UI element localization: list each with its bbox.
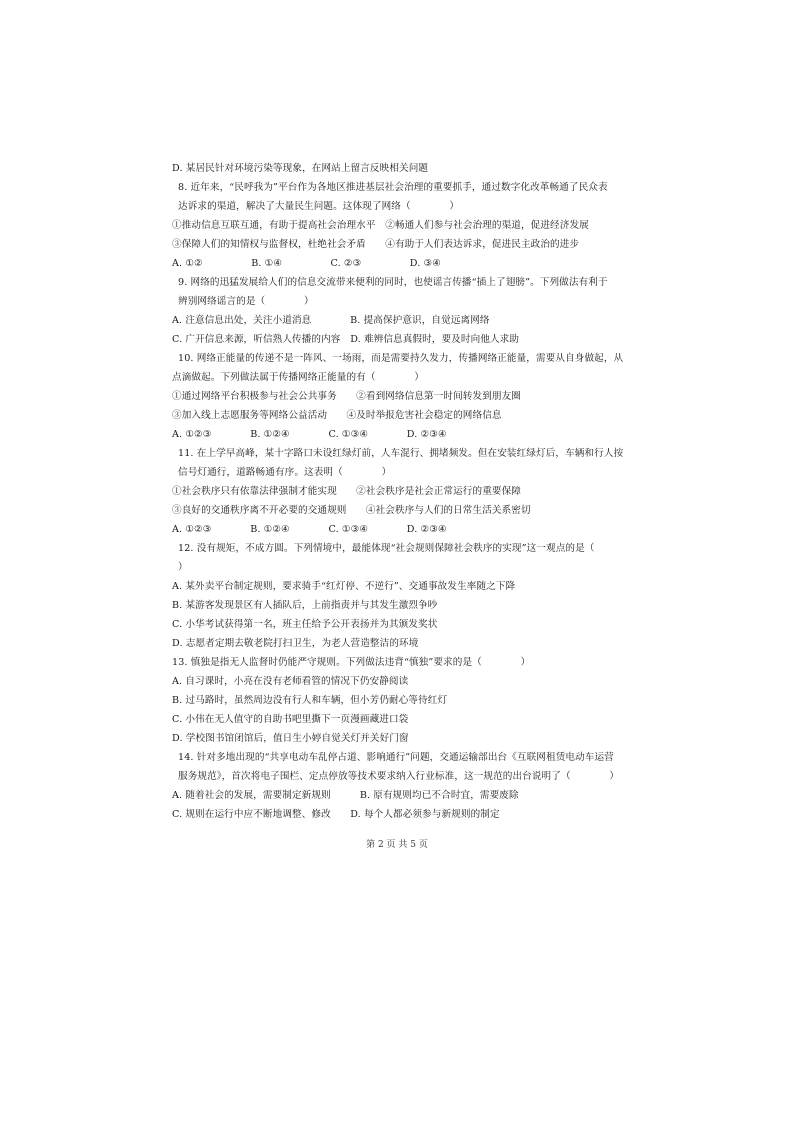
statement-line: ③加入线上志愿服务等网络公益活动 ④及时举报危害社会稳定的网络信息: [172, 410, 502, 421]
answer-options: A. ①②③ B. ①②④ C. ①③④ D. ②③④: [172, 429, 447, 440]
question-12-stem: ）: [178, 562, 188, 573]
option-line: C. 广开信息来源，听信熟人传播的内容 D. 难辨信息真假时，要及时向他人求助: [172, 334, 520, 345]
option-line: A. 注意信息出处，关注小道消息 B. 提高保护意识，自觉远离网络: [172, 315, 490, 326]
question-14-stem: 14. 针对多地出现的“共享电动车乱停占道、影响通行”问题，交通运输部出台《互联网租赁电动车运营: [178, 752, 614, 763]
question-13-stem: 13. 慎独是指无人监督时仍能严守规则。下列做法违背“慎独”要求的是（ ）: [172, 657, 531, 668]
statement-line: ①社会秩序只有依靠法律强制才能实现 ②社会秩序是社会正常运行的重要保障: [172, 486, 521, 497]
statement-line: ③保障人们的知情权与监督权，杜绝社会矛盾 ④有助于人们表达诉求，促进民主政治的进步: [172, 239, 580, 250]
option-line: D. 志愿者定期去敬老院打扫卫生，为老人营造整洁的环境: [172, 638, 419, 649]
option-line: C. 小华考试获得第一名，班主任给予公开表扬并为其颁发奖状: [172, 619, 438, 630]
answer-options: A. ①② B. ①④ C. ②③ D. ③④: [172, 258, 441, 269]
option-line: B. 某游客发现景区有人插队后，上前指责并与其发生激烈争吵: [172, 600, 438, 611]
option-line: D. 某居民针对环境污染等现象，在网站上留言反映相关问题: [172, 163, 429, 174]
question-11-stem: 信号灯通行，道路畅通有序。这表明（ ）: [178, 467, 392, 478]
statement-line: ①推动信息互联互通，有助于提高社会治理水平 ②畅通人们参与社会治理的渠道，促进经济发展: [172, 220, 589, 231]
question-10-stem: 10. 网络正能量的传递不是一阵风、一场雨，而是需要持久发力，传播网络正能量，需要从自身做起，从: [178, 353, 624, 364]
question-8-stem: 达诉求的渠道，解决了大量民生问题。这体现了网络（ ）: [178, 201, 460, 212]
question-8-stem: 8. 近年来，“民呼我为”平台作为各地区推进基层社会治理的重要抓手，通过数字化改革畅通了民众表: [178, 182, 608, 193]
question-9-stem: 9. 网络的迅猛发展给人们的信息交流带来便利的同时，也使谣言传播“插上了翅膀”。下列做法有利于: [178, 277, 608, 288]
question-14-stem: 服务规范》，首次将电子围栏、定点停放等技术要求纳入行业标准，这一规范的出台说明了（ ）: [178, 771, 620, 782]
option-line: A. 某外卖平台制定规则，要求骑手“红灯停、不逆行”、交通事故发生率随之下降: [172, 581, 516, 592]
option-line: B. 过马路时，虽然周边没有行人和车辆，但小芳仍耐心等待红灯: [172, 695, 448, 706]
option-line: D. 学校图书馆闭馆后，值日生小婷自觉关灯并关好门窗: [172, 733, 409, 744]
statement-line: ①通过网络平台积极参与社会公共事务 ②看到网络信息第一时间转发到朋友圈: [172, 391, 521, 402]
question-10-stem: 点滴做起。下列做法属于传播网络正能量的有（ ）: [172, 372, 425, 383]
option-line: C. 规则在运行中应不断地调整、修改 D. 每个人都必须参与新规则的制定: [172, 809, 500, 820]
question-12-stem: 12. 没有规矩，不成方圆。下列情境中，最能体现“社会规则保障社会秩序的实现”这一观点的是（: [178, 543, 595, 554]
option-line: A. 随着社会的发展，需要制定新规则 B. 原有规则均已不合时宜，需要废除: [172, 790, 519, 801]
option-line: C. 小伟在无人值守的自助书吧里撕下一页漫画藏进口袋: [172, 714, 409, 725]
statement-line: ③良好的交通秩序离不开必要的交通规则 ④社会秩序与人们的日常生活关系密切: [172, 505, 531, 516]
question-9-stem: 辨别网络谣言的是（ ）: [178, 296, 314, 307]
question-content: [172, 159, 624, 824]
option-line: A. 自习课时，小亮在没有老师看管的情况下仍安静阅读: [172, 676, 409, 687]
page-number: 第 2 页 共 5 页: [366, 840, 428, 850]
question-11-stem: 11. 在上学早高峰，某十字路口未设红绿灯前，人车混行、拥堵频发。但在安装红绿灯后，车辆和行人按: [178, 448, 624, 459]
answer-options: A. ①②③ B. ①②④ C. ①③④ D. ②③④: [172, 524, 447, 535]
